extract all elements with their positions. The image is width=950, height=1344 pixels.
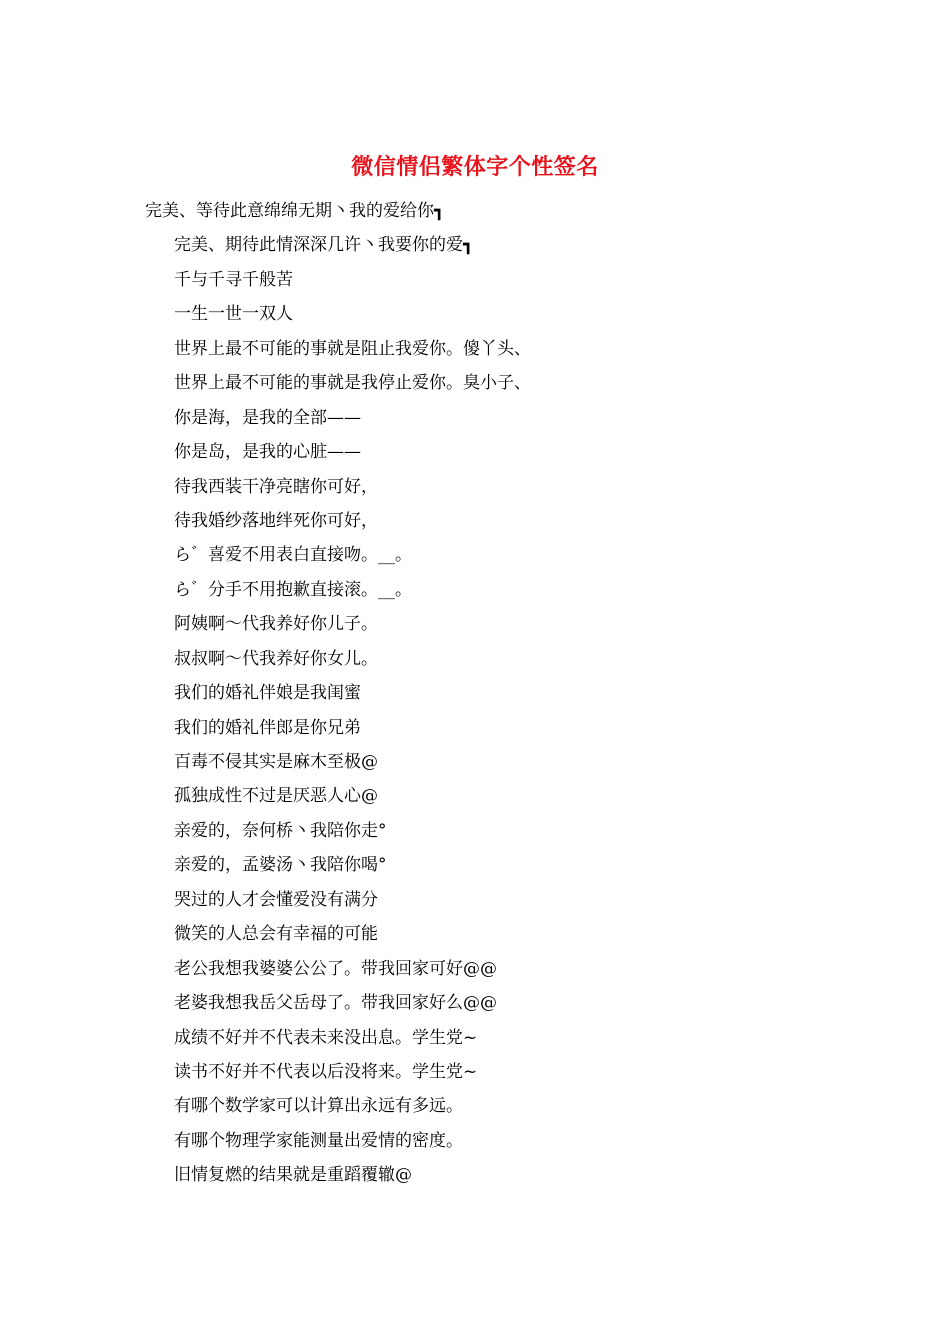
signature-line: 我们的婚礼伴娘是我闺蜜: [174, 683, 361, 704]
signature-line: 世界上最不可能的事就是阻止我爱你。傻丫头、: [174, 338, 531, 359]
signature-line: 我们的婚礼伴郎是你兄弟: [174, 717, 361, 738]
signature-line: 有哪个物理学家能测量出爱情的密度。: [174, 1130, 463, 1151]
signature-line: 待我婚纱落地绊死你可好，: [174, 510, 378, 531]
signature-line: ら゛分手不用抱歉直接滚。__。: [174, 579, 412, 600]
signature-line: 世界上最不可能的事就是我停止爱你。臭小子、: [174, 373, 531, 394]
signature-line: 孤独成性不过是厌恶人心@: [174, 786, 378, 807]
signature-line: 老公我想我婆婆公公了。带我回家可好@@: [174, 958, 497, 979]
signature-line: 你是岛，是我的心脏——: [174, 442, 361, 463]
signature-line: 完美、期待此情深深几许丶我要你的爱┓: [174, 235, 474, 256]
signature-line: 待我西装干净亮瞎你可好，: [174, 476, 378, 497]
signature-list: [0, 194, 950, 1193]
signature-line: 有哪个数学家可以计算出永远有多远。: [174, 1096, 463, 1117]
signature-line: ら゛喜爱不用表白直接吻。__。: [174, 545, 412, 566]
signature-line: 百毒不侵其实是麻木至极@: [174, 752, 378, 772]
signature-line: 成绩不好并不代表未来没出息。学生党~: [174, 1027, 478, 1048]
signature-line: 微笑的人总会有幸福的可能: [174, 924, 378, 945]
signature-line: 读书不好并不代表以后没将来。学生党~: [174, 1061, 478, 1082]
signature-line: 亲爱的，孟婆汤丶我陪你喝°: [174, 855, 387, 876]
signature-line: 哭过的人才会懂爱没有满分: [174, 889, 378, 910]
signature-line: 亲爱的，奈何桥丶我陪你走°: [174, 820, 387, 841]
document-title: 微信情侣繁体字个性签名: [351, 154, 599, 180]
signature-line: 千与千寻千般苦: [174, 269, 293, 290]
signature-line: 阿姨啊～代我养好你儿子。: [174, 614, 378, 635]
signature-line: 一生一世一双人: [174, 304, 293, 325]
signature-line: 老婆我想我岳父岳母了。带我回家好么@@: [174, 993, 497, 1014]
signature-line: 叔叔啊～代我养好你女儿。: [174, 648, 378, 669]
signature-line: 你是海，是我的全部——: [174, 407, 361, 428]
signature-line: 完美、等待此意绵绵无期丶我的爱给你┓: [145, 201, 445, 221]
signature-line: 旧情复燃的结果就是重蹈覆辙@: [174, 1165, 412, 1186]
